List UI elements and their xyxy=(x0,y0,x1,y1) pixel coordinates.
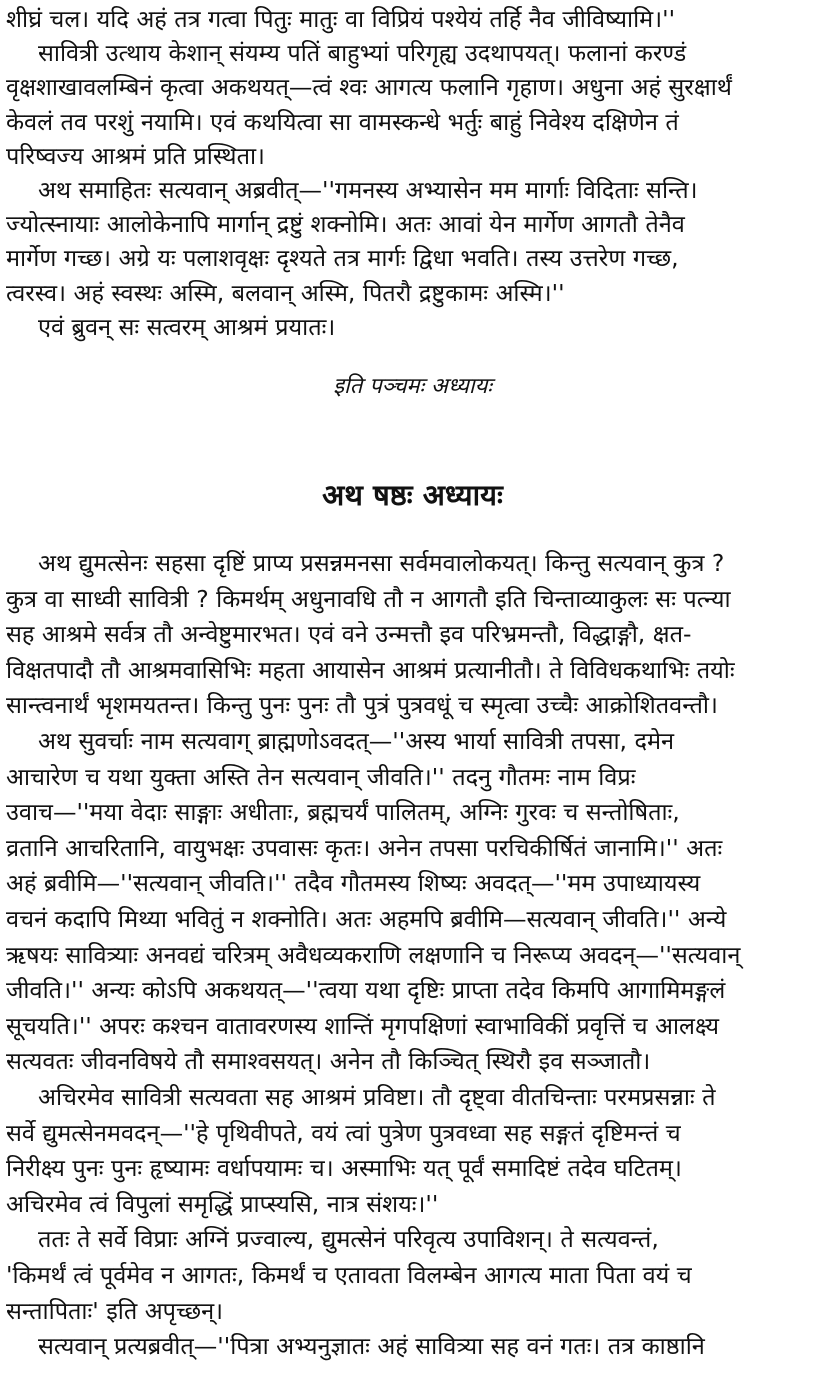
text-line: त्वरस्व। अहं स्वस्थः अस्मि, बलवान् अस्मि, पितरौ द्रष्टुकामः अस्मि।'' xyxy=(6,279,565,307)
text-line: 'किमर्थं त्वं पूर्वमेव न आगतः, किमर्थं च एतावता विलम्बेन आगत्य माता पिता वयं च xyxy=(6,1261,692,1289)
text-line: आचारेण च यथा युक्ता अस्ति तेन सत्यवान् जीवति।'' तदनु गौतमः नाम विप्रः xyxy=(6,763,636,791)
text-line: केवलं तव परशुं नयामि। एवं कथयित्वा सा वामस्कन्धे भर्तुः बाहुं निवेश्य दक्षिणेन तं xyxy=(6,108,679,136)
text-line: अहं ब्रवीमि—''सत्यवान् जीवति।'' तदैव गौतमस्य शिष्यः अवदत्—''मम उपाध्यायस्य xyxy=(6,869,701,897)
text-line: एवं ब्रुवन् सः सत्वरम् आश्रमं प्रयातः। xyxy=(38,313,336,341)
chapter-five-colophon: इति पञ्चमः अध्यायः xyxy=(333,374,492,399)
text-line: उवाच—''मया वेदाः साङ्गाः अधीताः, ब्रह्मचर्यं पालितम्, अग्निः गुरवः च सन्तोषिताः, xyxy=(6,798,680,826)
text-line: सत्यवान् प्रत्यब्रवीत्—''पित्रा अभ्यनुज्ञातः अहं सावित्र्या सह वनं गतः। तत्र काष्ठानि xyxy=(38,1332,705,1360)
chapter-six-heading: अथ षष्ठः अध्यायः xyxy=(322,478,503,512)
text-line: सन्तापिताः' इति अपृच्छन्। xyxy=(6,1297,224,1325)
text-line: मार्गेण गच्छ। अग्रे यः पलाशवृक्षः दृश्यते तत्र मार्गः द्विधा भवति। तस्य उत्तरेण गच्छ, xyxy=(6,244,679,272)
text-line: सर्वे द्युमत्सेनमवदन्—''हे पृथिवीपते, वयं त्वां पुत्रेण पुत्रवध्वा सह सङ्गतं दृष्टिमन्तं च xyxy=(6,1119,681,1147)
text-line: ऋषयः सावित्र्याः अनवद्यं चरित्रम् अवैधव्यकराणि लक्षणानि च निरूप्य अवदन्—''सत्यवान् xyxy=(6,941,741,969)
text-line: अथ सुवर्चाः नाम सत्यवाग् ब्राह्मणोऽवदत्—''अस्य भार्या सावित्री तपसा, दमेन xyxy=(38,727,675,755)
text-line: वचनं कदापि मिथ्या भवितुं न शक्नोति। अतः अहमपि ब्रवीमि—सत्यवान् जीवति।'' अन्ये xyxy=(6,905,727,933)
text-line: ततः ते सर्वे विप्राः अग्निं प्रज्वाल्य, द्युमत्सेनं परिवृत्य उपाविशन्। ते सत्यवन्तं, xyxy=(38,1225,659,1253)
text-line: अचिरमेव त्वं विपुलां समृद्धिं प्राप्स्यसि, नात्र संशयः।'' xyxy=(6,1190,439,1218)
text-line: सूचयति।'' अपरः कश्चन वातावरणस्य शान्तिं मृगपक्षिणां स्वाभाविकीं प्रवृत्तिं च आलक्ष्य xyxy=(6,1012,720,1040)
text-line: अचिरमेव सावित्री सत्यवता सह आश्रमं प्रविष्टा। तौ दृष्ट्वा वीतचिन्ताः परमप्रसन्नाः ते xyxy=(38,1083,716,1111)
text-line: शीघ्रं चल। यदि अहं तत्र गत्वा पितुः मातुः वा विप्रियं पश्येयं तर्हि नैव जीविष्यामि।'' xyxy=(6,5,676,33)
text-line: अथ द्युमत्सेनः सहसा दृष्टिं प्राप्य प्रसन्नमनसा सर्वमवालोकयत्। किन्तु सत्यवान् कुत्र ? xyxy=(38,549,725,577)
text-line: वृक्षशाखावलम्बिनं कृत्वा अकथयत्—त्वं श्वः आगत्य फलानि गृहाण। अधुना अहं सुरक्षार्थं xyxy=(6,73,732,101)
text-line: व्रतानि आचरितानि, वायुभक्षः उपवासः कृतः। अनेन तपसा परचिकीर्षितं जानामि।'' अतः xyxy=(6,834,723,862)
text-line: सावित्री उत्थाय केशान् संयम्य पतिं बाहुभ्यां परिगृह्य उदथापयत्। फलानां करण्डं xyxy=(38,39,687,67)
text-line: विक्षतपादौ तौ आश्रमवासिभिः महता आयासेन आश्रमं प्रत्यानीतौ। ते विविधकथाभिः तयोः xyxy=(6,656,735,684)
text-line: ज्योत्स्नायाः आलोकेनापि मार्गान् द्रष्टुं शक्नोमि। अतः आवां येन मार्गेण आगतौ तेनैव xyxy=(6,210,685,238)
text-line: सत्यवतः जीवनविषये तौ समाश्वसयत्। अनेन तौ किञ्चित् स्थिरौ इव सञ्जातौ। xyxy=(6,1047,651,1075)
text-line: सान्त्वनार्थं भृशमयतन्त। किन्तु पुनः पुनः तौ पुत्रं पुत्रवधूं च स्मृत्वा उच्चैः आक्रोशितवन्तौ। xyxy=(6,691,718,719)
text-line: जीवति।'' अन्यः कोऽपि अकथयत्—''त्वया यथा दृष्टिः प्राप्ता तदेव किमपि आगामिमङ्गलं xyxy=(6,976,726,1004)
text-line: निरीक्ष्य पुनः पुनः हृष्यामः वर्धापयामः च। अस्माभिः यत् पूर्वं समादिष्टं तदेव घटितम्। xyxy=(6,1154,682,1182)
text-line: परिष्वज्य आश्रमं प्रति प्रस्थिता। xyxy=(6,142,265,170)
text-line: अथ समाहितः सत्यवान् अब्रवीत्—''गमनस्य अभ्यासेन मम मार्गाः विदिताः सन्ति। xyxy=(38,176,698,204)
text-line: सह आश्रमे सर्वत्र तौ अन्वेष्टुमारभत। एवं वने उन्मत्तौ इव परिभ्रमन्तौ, विद्धाङ्गौ, क्षत- xyxy=(6,620,692,648)
text-line: कुत्र वा साध्वी सावित्री ? किमर्थम् अधुनावधि तौ न आगतौ इति चिन्ताव्याकुलः सः पत्न्या xyxy=(6,585,731,613)
